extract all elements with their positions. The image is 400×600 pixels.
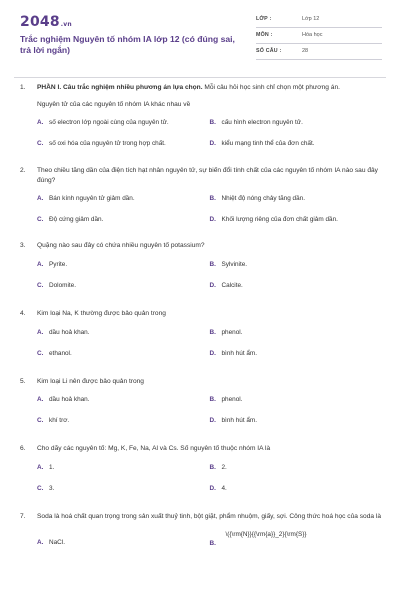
- options: [20, 325, 382, 367]
- option-text: số electron lớp ngoài cùng của nguyên tử.: [49, 119, 169, 127]
- option-letter: D.: [209, 349, 216, 357]
- option-text: bình hút ẩm.: [221, 349, 258, 357]
- option-a[interactable]: [37, 260, 210, 269]
- option-b[interactable]: [209, 530, 383, 548]
- question-6-header: [20, 444, 382, 454]
- options: [20, 527, 382, 548]
- part-title: PHẦN I. Câu trắc nghiệm nhiều phương án lựa chọn.: [37, 84, 203, 91]
- option-text: phenol.: [221, 396, 243, 404]
- logo-suffix: .vn: [60, 21, 72, 28]
- option-letter: D.: [209, 140, 216, 148]
- option-letter: D.: [209, 216, 216, 224]
- logo-text: 2048: [20, 14, 60, 30]
- question-text: Theo chiều tăng dần của điện tích hạt nhân nguyên tử, sự biến đổi tính chất của các nguyên tố nhóm IA nào sau đây đúng?: [37, 167, 378, 184]
- options: [20, 257, 382, 299]
- option-text: số oxi hóa của nguyên tử trong hợp chất.: [49, 140, 166, 148]
- option-row: [37, 191, 382, 212]
- options: [20, 460, 382, 502]
- question-4: [20, 309, 382, 367]
- option-row: [37, 136, 382, 157]
- option-letter: C.: [37, 281, 44, 289]
- option-text: NaCl.: [49, 539, 65, 547]
- option-a[interactable]: [37, 395, 210, 404]
- option-letter: A.: [37, 195, 44, 203]
- question-number: 3.: [20, 242, 26, 250]
- option-letter: B.: [209, 119, 216, 127]
- question-1: [20, 83, 382, 157]
- question-number: 5.: [20, 377, 26, 385]
- meta-value-count: 28: [302, 48, 309, 54]
- question-3: [20, 241, 382, 299]
- page-title: Trắc nghiệm Nguyên tố nhóm IA lớp 12 (có đúng sai, trả lời ngắn): [20, 34, 235, 55]
- option-d[interactable]: [210, 349, 383, 358]
- option-text: kiểu mạng tinh thể của đơn chất.: [221, 140, 315, 148]
- option-a[interactable]: [37, 328, 210, 337]
- question-number: 7.: [20, 512, 26, 520]
- question-7-header: [20, 512, 382, 522]
- question-2-header: [20, 166, 382, 185]
- option-letter: C.: [37, 216, 44, 224]
- option-letter: B.: [209, 328, 216, 336]
- meta-value-subject: Hóa học: [302, 32, 323, 38]
- option-a[interactable]: [37, 118, 210, 127]
- option-letter: B.: [209, 396, 216, 404]
- option-d[interactable]: [210, 215, 383, 224]
- option-b[interactable]: [210, 395, 383, 404]
- options: [20, 115, 382, 157]
- option-text: Dolomite.: [49, 281, 76, 289]
- question-2: [20, 166, 382, 233]
- option-row: [37, 527, 382, 548]
- option-row: [37, 278, 382, 299]
- option-text: Bán kính nguyên tử giảm dần.: [49, 195, 135, 203]
- option-text: Khối lượng riêng của đơn chất giảm dần.: [221, 216, 338, 224]
- option-text: 3.: [49, 484, 55, 492]
- meta-key-count: SỐ CÂU :: [256, 48, 282, 54]
- question-number: 1.: [20, 84, 26, 91]
- question-5-header: [20, 377, 382, 387]
- option-text: Độ cứng giảm dần.: [49, 216, 104, 224]
- option-a[interactable]: [37, 530, 210, 547]
- meta-value-grade: Lớp 12: [302, 16, 320, 22]
- option-c[interactable]: [37, 215, 210, 224]
- question-3-header: [20, 241, 382, 251]
- option-text: Pyrite.: [49, 260, 68, 268]
- header-divider: [14, 77, 386, 78]
- option-text: 4.: [221, 484, 227, 492]
- option-letter: A.: [37, 539, 44, 547]
- option-letter: C.: [37, 417, 44, 425]
- option-row: [37, 257, 382, 278]
- option-d[interactable]: [210, 484, 383, 493]
- option-text: Nhiệt độ nóng chảy tăng dần.: [221, 195, 305, 203]
- option-c[interactable]: [37, 281, 210, 290]
- meta-key-subject: MÔN :: [256, 32, 273, 38]
- option-letter: A.: [37, 119, 44, 127]
- option-row: [37, 392, 382, 413]
- option-text: phenol.: [221, 328, 243, 336]
- option-letter: D.: [209, 417, 216, 425]
- option-row: [37, 115, 382, 136]
- option-a[interactable]: [37, 194, 210, 203]
- site-logo[interactable]: [20, 14, 72, 30]
- option-row: [37, 212, 382, 233]
- option-row: [37, 325, 382, 346]
- option-letter: B.: [209, 540, 216, 548]
- meta-info: [256, 12, 382, 60]
- option-b[interactable]: [210, 463, 383, 472]
- question-1-header: [20, 83, 382, 93]
- option-c[interactable]: [37, 484, 210, 493]
- option-text: dầu hoả khan.: [49, 396, 90, 404]
- question-list: [20, 80, 382, 548]
- question-4-header: [20, 309, 382, 319]
- question-text: Kim loại Li nên được bảo quản trong: [37, 377, 144, 385]
- option-text: khí trơ.: [49, 417, 70, 425]
- meta-row-count: [256, 44, 382, 60]
- option-letter: A.: [37, 260, 44, 268]
- option-letter: D.: [209, 484, 216, 492]
- option-letter: B.: [209, 260, 216, 268]
- question-7: [20, 512, 382, 549]
- option-d[interactable]: [210, 281, 383, 290]
- option-letter: C.: [37, 484, 44, 492]
- option-a[interactable]: [37, 463, 210, 472]
- question-number: 4.: [20, 309, 26, 317]
- question-6: [20, 444, 382, 502]
- option-b[interactable]: [210, 194, 383, 203]
- option-letter: A.: [37, 463, 44, 471]
- option-text: ethanol.: [49, 349, 72, 357]
- option-text: \({\rm{N}}{{\rm{a}}_2}{\rm{S}}: [225, 531, 307, 539]
- option-text: dầu hoả khan.: [49, 328, 90, 336]
- option-letter: A.: [37, 396, 44, 404]
- option-row: [37, 460, 382, 481]
- option-letter: A.: [37, 328, 44, 336]
- option-c[interactable]: [37, 416, 210, 425]
- option-text: bình hút ẩm.: [221, 417, 258, 425]
- option-row: [37, 481, 382, 502]
- option-b[interactable]: [210, 260, 383, 269]
- option-c[interactable]: [37, 139, 210, 148]
- option-text: Calcite.: [221, 281, 243, 289]
- option-row: [37, 346, 382, 367]
- option-letter: C.: [37, 140, 44, 148]
- question-5: [20, 377, 382, 435]
- header: [20, 12, 382, 68]
- option-d[interactable]: [210, 416, 383, 425]
- option-c[interactable]: [37, 349, 210, 358]
- question-number: 6.: [20, 445, 26, 453]
- question-text: Quặng nào sau đây có chứa nhiều nguyên tố potassium?: [37, 242, 205, 250]
- meta-key-grade: LỚP :: [256, 16, 272, 22]
- option-d[interactable]: [210, 139, 383, 148]
- options: [20, 392, 382, 434]
- option-text: cấu hình electron nguyên tử.: [221, 119, 303, 127]
- option-letter: D.: [209, 281, 216, 289]
- option-b[interactable]: [210, 328, 383, 337]
- option-text: 1.: [49, 463, 55, 471]
- option-letter: B.: [209, 463, 216, 471]
- option-b[interactable]: [210, 118, 383, 127]
- option-text: 2.: [221, 463, 227, 471]
- option-text: Sylvinite.: [221, 260, 248, 268]
- question-number: 2.: [20, 167, 26, 175]
- question-text: Cho dãy các nguyên tố: Mg, K, Fe, Na, Al và Cs. Số nguyên tố thuộc nhóm IA là: [37, 445, 271, 453]
- option-letter: B.: [209, 195, 216, 203]
- meta-row-grade: [256, 12, 382, 28]
- option-letter: C.: [37, 349, 44, 357]
- question-text: Soda là hoá chất quan trọng trong sản xuất thuỷ tinh, bột giặt, phẩm nhuộm, giấy, sợi. Công thức hoá học của soda là: [37, 512, 382, 520]
- meta-row-subject: [256, 28, 382, 44]
- option-row: [37, 413, 382, 434]
- part-instructions: Mỗi câu hỏi học sinh chỉ chọn một phương án.: [202, 84, 340, 91]
- question-text: Kim loại Na, K thường được bảo quản trong: [37, 309, 166, 317]
- question-text: Nguyên tử của các nguyên tố nhóm IA khác nhau về: [37, 100, 191, 108]
- options: [20, 191, 382, 233]
